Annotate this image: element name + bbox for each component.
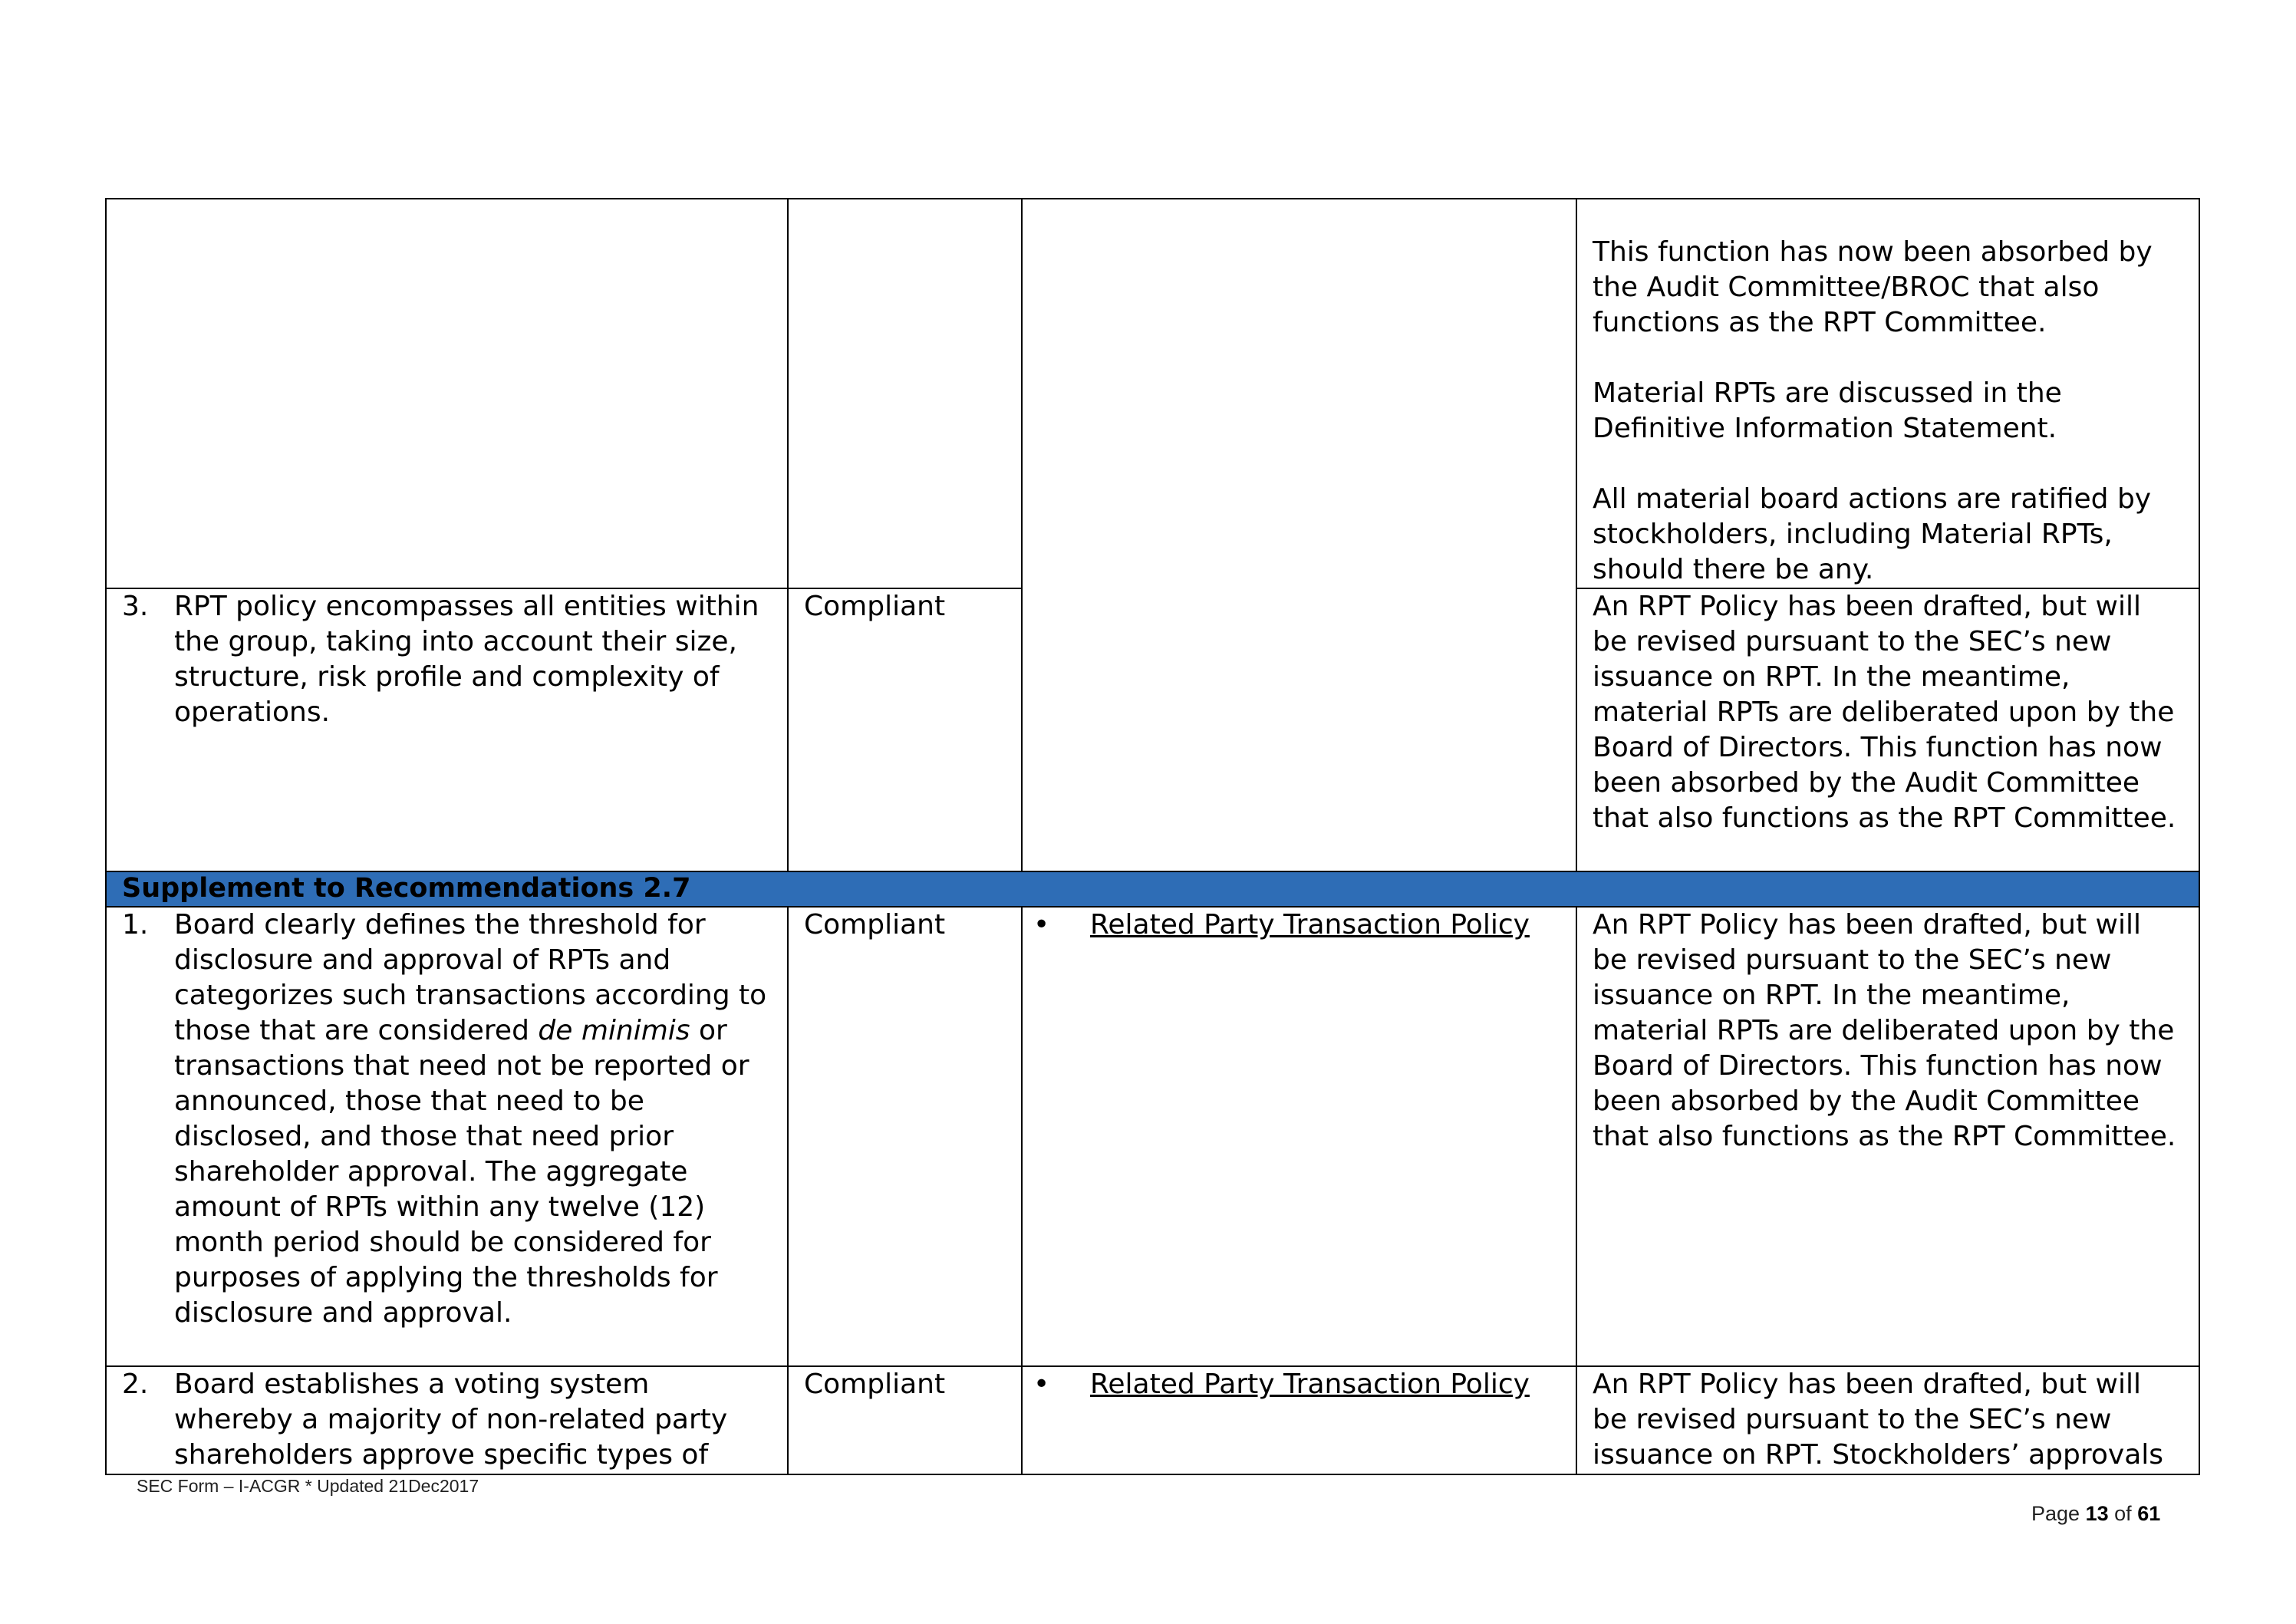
item-number: 2. [122, 1369, 149, 1400]
remarks-paragraph: Material RPTs are discussed in the Definitive Information Statement. [1593, 377, 2062, 444]
recommendation-cell [106, 1366, 788, 1474]
remarks-cell [1576, 907, 2199, 1366]
reference-cell [1022, 907, 1576, 1366]
recommendation-text: Board establishes a voting system whereby a majority of non-related party shareholders approve specific types of [174, 1369, 728, 1471]
status-cell [788, 1366, 1022, 1474]
remarks-paragraph: All material board actions are ratified by stockholders, including Material RPTs, should there be any. [1593, 483, 2152, 585]
page-total: 61 [2137, 1502, 2161, 1525]
remarks-cell [1576, 588, 2199, 871]
remarks-text: An RPT Policy has been drafted, but will be revised pursuant to the SEC’s new issuance on RPT. In the meantime, material RPTs are deliberated upon by the Board of Directors. This function has now been absorbed by the Audit Committee that also functions as the RPT Committee. [1593, 591, 2176, 834]
item-number: 1. [122, 909, 149, 940]
remarks-text: An RPT Policy has been drafted, but will be revised pursuant to the SEC’s new issuance on RPT. In the meantime, material RPTs are deliberated upon by the Board of Directors. This function has now been absorbed by the Audit Committee that also functions as the RPT Committee. [1593, 909, 2176, 1152]
table-row [106, 1366, 2199, 1474]
page-of: of [2114, 1502, 2132, 1525]
table-row [106, 199, 2199, 588]
recommendation-cell [106, 199, 788, 588]
section-header-row [106, 871, 2199, 907]
item-number: 3. [122, 591, 149, 622]
status-cell [788, 199, 1022, 588]
recommendation-italic: de minimis [538, 1015, 690, 1046]
status-text: Compliant [804, 909, 946, 940]
status-text: Compliant [804, 591, 946, 622]
remarks-paragraph: This function has now been absorbed by the Audit Committee/BROC that also functions as the RPT Committee. [1593, 236, 2153, 338]
recommendation-cell [106, 588, 788, 871]
reference-cell [1022, 1366, 1576, 1474]
status-text: Compliant [804, 1369, 946, 1400]
status-cell [788, 588, 1022, 871]
remarks-cell [1576, 199, 2199, 588]
recommendation-cell [106, 907, 788, 1366]
remarks-cell [1576, 1366, 2199, 1474]
table-row [106, 907, 2199, 1366]
remarks-text: An RPT Policy has been drafted, but will be revised pursuant to the SEC’s new issuance on RPT. Stockholders’ approvals [1593, 1369, 2164, 1471]
reference-cell [1022, 199, 1576, 871]
footer-form-label: SEC Form – I-ACGR * Updated 21Dec2017 [137, 1476, 479, 1496]
recommendation-text-part: Board clearly defines the threshold for disclosure and approval of RPTs and categorizes such transactions according to those that are considered [174, 909, 767, 1046]
bullet-icon: • [1033, 1369, 1050, 1400]
page-number [2031, 1502, 2160, 1526]
page-current: 13 [2085, 1502, 2109, 1525]
recommendation-text [174, 908, 773, 1331]
reference-link[interactable]: Related Party Transaction Policy [1090, 909, 1530, 940]
recommendation-text: RPT policy encompasses all entities within the group, taking into account their size, structure, risk profile and complexity of operations. [174, 591, 759, 728]
bullet-icon: • [1033, 909, 1050, 940]
compliance-table [105, 198, 2200, 1475]
status-cell [788, 907, 1022, 1366]
section-header: Supplement to Recommendations 2.7 [106, 871, 2199, 907]
page-word: Page [2031, 1502, 2080, 1525]
reference-link[interactable]: Related Party Transaction Policy [1090, 1369, 1530, 1400]
recommendation-text-part: or transactions that need not be reported or announced, those that need to be disclosed, and those that need prior shareholder approval. The aggregate amount of RPTs within any twelve (12) month period should be considered for purposes of applying the thresholds for disclosure and approval. [174, 1015, 749, 1329]
